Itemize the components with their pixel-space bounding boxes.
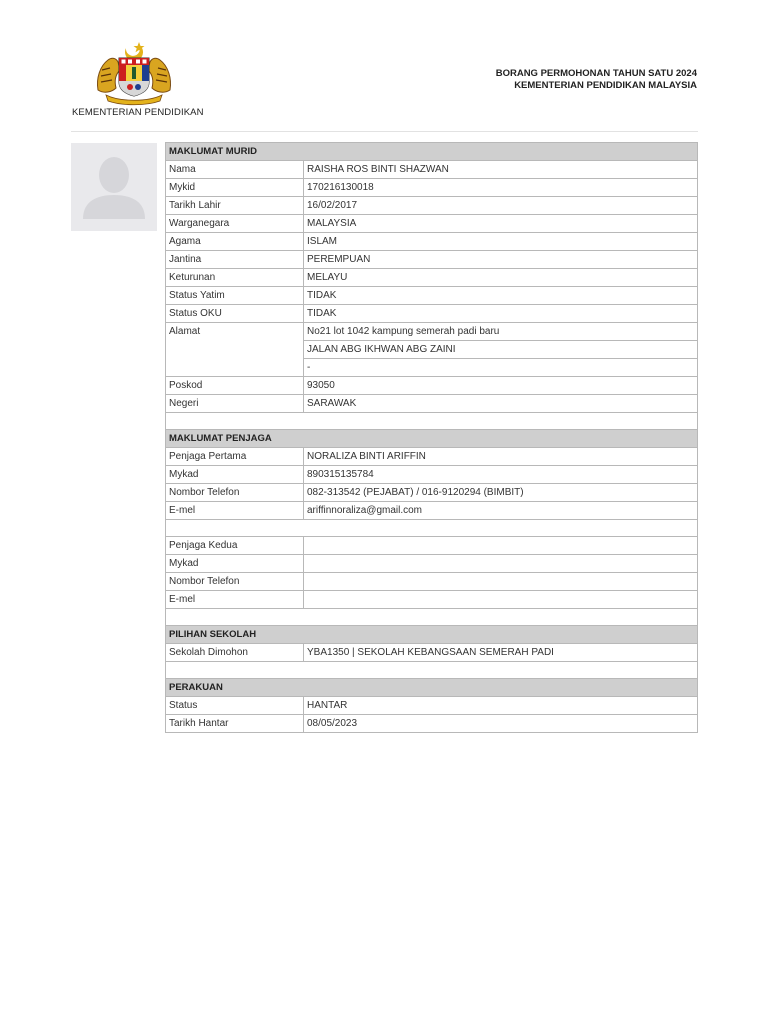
field-value-alamat-2: JALAN ABG IKHWAN ABG ZAINI: [304, 341, 698, 359]
field-value-nama: RAISHA ROS BINTI SHAZWAN: [304, 161, 698, 179]
section-title: PILIHAN SEKOLAH: [166, 626, 698, 644]
field-label: Warganegara: [166, 215, 304, 233]
spacer-cell: [166, 413, 698, 430]
field-value-tarikh-lahir: 16/02/2017: [304, 197, 698, 215]
section-title: MAKLUMAT PENJAGA: [166, 430, 698, 448]
form-row-sekolah-dimohon: [166, 644, 698, 662]
form-row-warganegara: [166, 215, 698, 233]
user-silhouette-icon: [71, 143, 157, 231]
form-row-tarikh-hantar: [166, 715, 698, 733]
form-title: [496, 68, 697, 92]
field-value-status-yatim: TIDAK: [304, 287, 698, 305]
field-value-alamat-3: -: [304, 359, 698, 377]
field-value-penjaga-pertama: NORALIZA BINTI ARIFFIN: [304, 448, 698, 466]
form-row-negeri: [166, 395, 698, 413]
spacer-row: [166, 413, 698, 430]
field-label: Alamat: [166, 323, 304, 377]
form-row-mykad-2: [166, 555, 698, 573]
field-label: E-mel: [166, 502, 304, 520]
form-row-status: [166, 697, 698, 715]
student-photo-placeholder: [71, 143, 157, 231]
field-label: Nombor Telefon: [166, 573, 304, 591]
field-value-status: HANTAR: [304, 697, 698, 715]
section-perakuan: [166, 679, 698, 697]
spacer-cell: [166, 662, 698, 679]
spacer-cell: [166, 609, 698, 626]
field-label: Status: [166, 697, 304, 715]
form-row-status-oku: [166, 305, 698, 323]
field-value-penjaga-kedua: [304, 537, 698, 555]
field-label: Mykad: [166, 555, 304, 573]
form-row-penjaga-kedua: [166, 537, 698, 555]
form-row-tarikh-lahir: [166, 197, 698, 215]
section-title: MAKLUMAT MURID: [166, 143, 698, 161]
field-value-alamat-1: No21 lot 1042 kampung semerah padi baru: [304, 323, 698, 341]
form-title-line2: KEMENTERIAN PENDIDIKAN MALAYSIA: [514, 80, 697, 91]
spacer-row: [166, 520, 698, 537]
field-value-mykad-1: 890315135784: [304, 466, 698, 484]
field-label: Poskod: [166, 377, 304, 395]
field-label: Mykad: [166, 466, 304, 484]
field-value-sekolah-dimohon: YBA1350 | SEKOLAH KEBANGSAAN SEMERAH PADI: [304, 644, 698, 662]
form-row-emel-2: [166, 591, 698, 609]
field-label: Nama: [166, 161, 304, 179]
field-value-agama: ISLAM: [304, 233, 698, 251]
field-label: Tarikh Hantar: [166, 715, 304, 733]
header-divider: [71, 131, 698, 132]
field-value-jantina: PEREMPUAN: [304, 251, 698, 269]
ministry-caption: KEMENTERIAN PENDIDIKAN: [72, 107, 204, 118]
field-label: Sekolah Dimohon: [166, 644, 304, 662]
field-label: Penjaga Kedua: [166, 537, 304, 555]
form-row-nama: [166, 161, 698, 179]
section-maklumat-murid: [166, 143, 698, 161]
field-label: Status OKU: [166, 305, 304, 323]
form-row-penjaga-pertama: [166, 448, 698, 466]
spacer-row: [166, 662, 698, 679]
form-row-poskod: [166, 377, 698, 395]
field-value-telefon-2: [304, 573, 698, 591]
form-row-mykid: [166, 179, 698, 197]
field-label: Negeri: [166, 395, 304, 413]
form-title-line1: BORANG PERMOHONAN TAHUN SATU 2024: [495, 68, 697, 79]
form-row-status-yatim: [166, 287, 698, 305]
field-value-emel-1: ariffinnoraliza@gmail.com: [304, 502, 698, 520]
field-label: E-mel: [166, 591, 304, 609]
field-value-tarikh-hantar: 08/05/2023: [304, 715, 698, 733]
form-row-emel-1: [166, 502, 698, 520]
form-row-telefon-2: [166, 573, 698, 591]
field-label: Penjaga Pertama: [166, 448, 304, 466]
field-value-emel-2: [304, 591, 698, 609]
field-value-telefon-1: 082-313542 (PEJABAT) / 016-9120294 (BIMBIT): [304, 484, 698, 502]
page-header: [0, 0, 768, 132]
field-value-keturunan: MELAYU: [304, 269, 698, 287]
field-value-warganegara: MALAYSIA: [304, 215, 698, 233]
form-row-mykad-1: [166, 466, 698, 484]
form-row-jantina: [166, 251, 698, 269]
form-row-alamat-1: [166, 323, 698, 341]
form-row-agama: [166, 233, 698, 251]
field-label: Tarikh Lahir: [166, 197, 304, 215]
field-value-mykad-2: [304, 555, 698, 573]
field-label: Status Yatim: [166, 287, 304, 305]
field-label: Mykid: [166, 179, 304, 197]
field-value-negeri: SARAWAK: [304, 395, 698, 413]
field-value-poskod: 93050: [304, 377, 698, 395]
section-title: PERAKUAN: [166, 679, 698, 697]
section-pilihan-sekolah: [166, 626, 698, 644]
coat-of-arms-logo: [92, 40, 176, 106]
section-maklumat-penjaga: [166, 430, 698, 448]
spacer-cell: [166, 520, 698, 537]
form-row-keturunan: [166, 269, 698, 287]
field-label: Jantina: [166, 251, 304, 269]
spacer-row: [166, 609, 698, 626]
form-row-telefon-1: [166, 484, 698, 502]
field-value-mykid: 170216130018: [304, 179, 698, 197]
field-label: Nombor Telefon: [166, 484, 304, 502]
field-value-status-oku: TIDAK: [304, 305, 698, 323]
application-form-table: [165, 142, 698, 733]
field-label: Agama: [166, 233, 304, 251]
field-label: Keturunan: [166, 269, 304, 287]
